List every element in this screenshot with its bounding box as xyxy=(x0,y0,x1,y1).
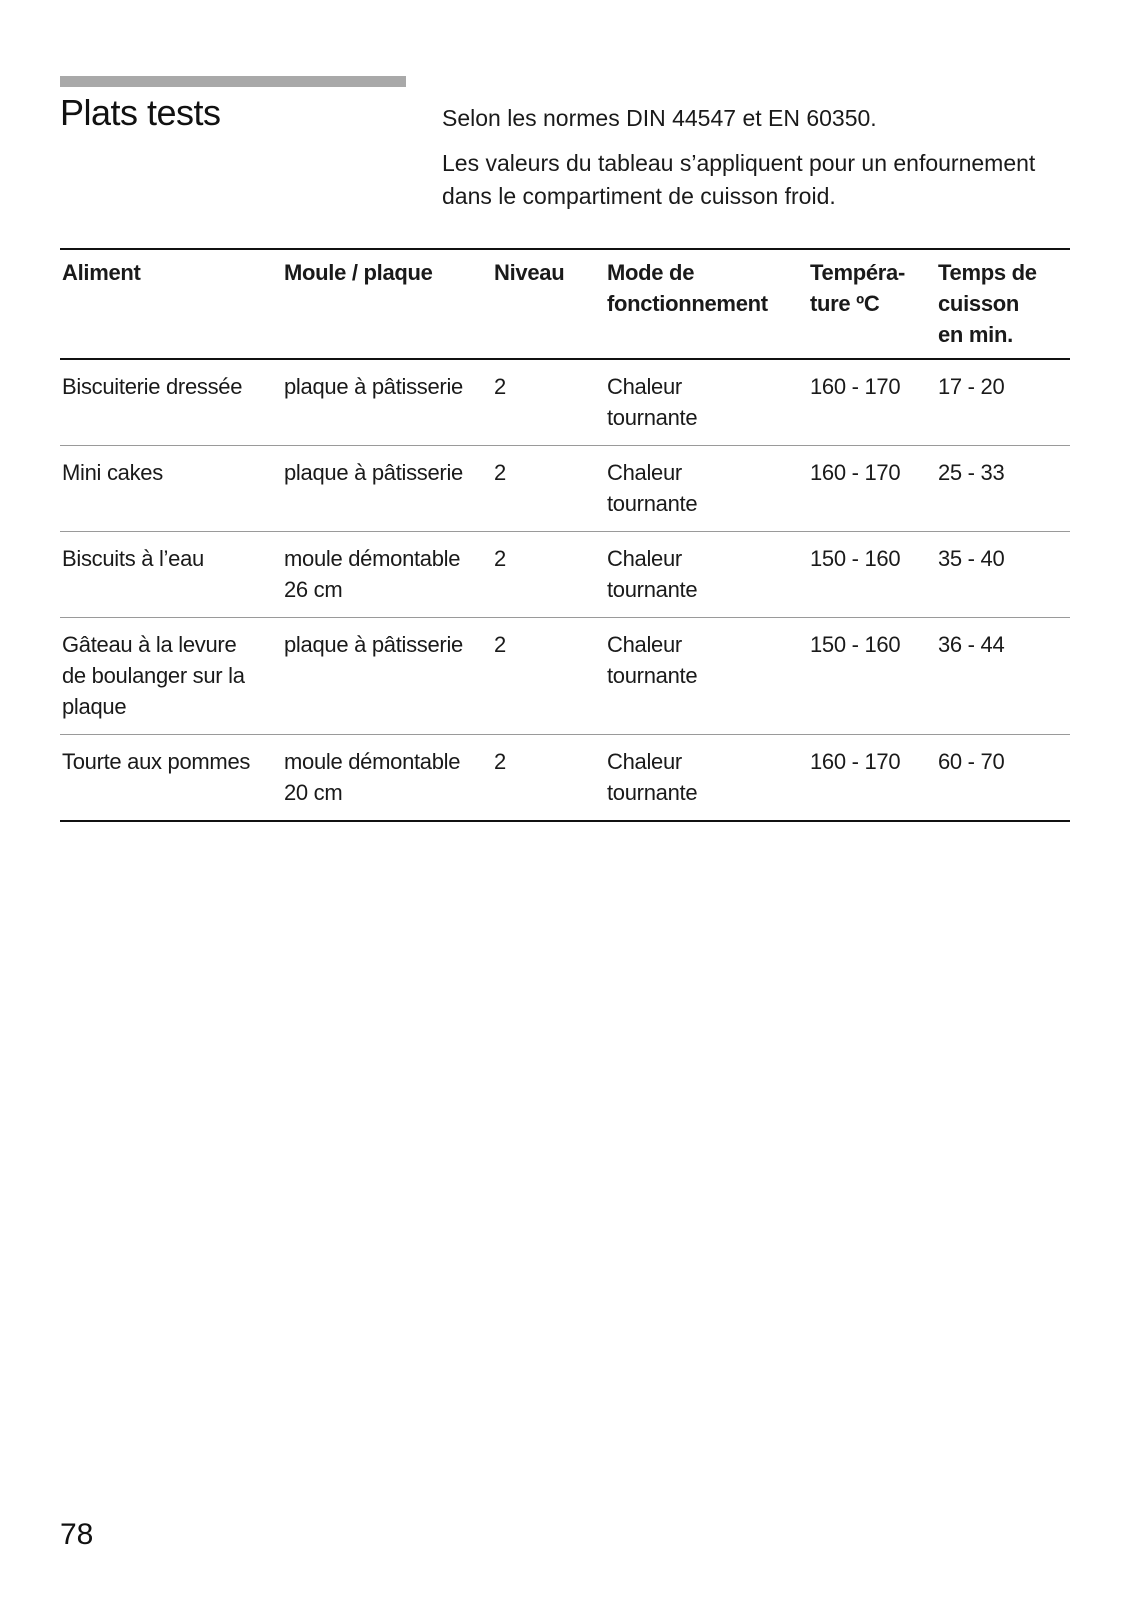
cell-mode xyxy=(605,446,808,532)
cell-line: plaque à pâtisserie xyxy=(284,632,463,657)
cell-niveau: 2 xyxy=(494,546,506,571)
header-line: Mode de xyxy=(607,260,695,285)
table-header xyxy=(60,249,1070,359)
cell-line: moule démontable xyxy=(284,749,461,774)
table-row xyxy=(60,446,1070,532)
header-line: Moule / plaque xyxy=(284,260,433,285)
cell-temps: 36 - 44 xyxy=(938,632,1005,657)
table-row xyxy=(60,618,1070,735)
cell-line: plaque à pâtisserie xyxy=(284,374,463,399)
page-number: 78 xyxy=(60,1518,94,1551)
cell-line: tournante xyxy=(607,780,698,805)
table-row xyxy=(60,359,1070,446)
intro-paragraph: Selon les normes DIN 44547 et EN 60350. xyxy=(442,105,877,131)
cell-aliment xyxy=(60,618,282,735)
cell-temps: 60 - 70 xyxy=(938,749,1005,774)
cell-line: tournante xyxy=(607,577,698,602)
cell-line: tournante xyxy=(607,405,698,430)
cell-aliment xyxy=(60,735,282,822)
cell-niveau: 2 xyxy=(494,632,506,657)
header-line: cuisson xyxy=(938,291,1020,316)
test-dishes-table xyxy=(60,248,1070,822)
cell-mode xyxy=(605,735,808,822)
cell-moule-plaque xyxy=(282,532,492,618)
header-line: Aliment xyxy=(62,260,141,285)
cell-temperature: 150 - 160 xyxy=(810,632,901,657)
header-moule-plaque xyxy=(282,249,492,359)
cell-line: de boulanger sur la xyxy=(62,663,245,688)
cell-mode xyxy=(605,359,808,446)
header-line: Niveau xyxy=(494,260,565,285)
intro-paragraph: Les valeurs du tableau s’appliquent pour un enfournement dans le compartiment de cuisson froid. xyxy=(442,150,1036,209)
header-aliment xyxy=(60,249,282,359)
table-row xyxy=(60,532,1070,618)
header-line: fonctionnement xyxy=(607,291,768,316)
cell-line: Tourte aux pommes xyxy=(62,749,251,774)
header-line: Temps de xyxy=(938,260,1037,285)
header-line: en min. xyxy=(938,322,1013,347)
cell-line: Biscuits à l’eau xyxy=(62,546,204,571)
cell-temps: 17 - 20 xyxy=(938,374,1005,399)
cell-line: Biscuiterie dressée xyxy=(62,374,243,399)
header-mode xyxy=(605,249,808,359)
cell-mode xyxy=(605,532,808,618)
cell-line: Gâteau à la levure xyxy=(62,632,237,657)
cell-line: tournante xyxy=(607,663,698,688)
cell-niveau: 2 xyxy=(494,460,506,485)
table-header-row xyxy=(60,249,1070,359)
cell-line: Mini cakes xyxy=(62,460,163,485)
cell-temperature: 150 - 160 xyxy=(810,546,901,571)
table-body xyxy=(60,359,1070,821)
cell-temps: 35 - 40 xyxy=(938,546,1005,571)
section-header-bar xyxy=(60,76,406,87)
test-dishes-table-container xyxy=(60,248,1070,822)
cell-line: Chaleur xyxy=(607,749,682,774)
header-niveau xyxy=(492,249,605,359)
cell-aliment xyxy=(60,446,282,532)
intro-text xyxy=(442,102,1082,225)
cell-line: Chaleur xyxy=(607,632,682,657)
header-temps xyxy=(936,249,1070,359)
cell-line: Chaleur xyxy=(607,546,682,571)
cell-moule-plaque xyxy=(282,618,492,735)
cell-temps: 25 - 33 xyxy=(938,460,1005,485)
cell-moule-plaque xyxy=(282,446,492,532)
cell-mode xyxy=(605,618,808,735)
cell-moule-plaque xyxy=(282,359,492,446)
header-line: ture ºC xyxy=(810,291,880,316)
cell-line: moule démontable xyxy=(284,546,461,571)
cell-aliment xyxy=(60,532,282,618)
cell-line: 20 cm xyxy=(284,780,343,805)
table-row xyxy=(60,735,1070,822)
cell-temperature: 160 - 170 xyxy=(810,460,901,485)
section-title: Plats tests xyxy=(60,92,221,133)
cell-temperature: 160 - 170 xyxy=(810,374,901,399)
cell-line: Chaleur xyxy=(607,374,682,399)
cell-line: 26 cm xyxy=(284,577,343,602)
cell-niveau: 2 xyxy=(494,749,506,774)
cell-temperature: 160 - 170 xyxy=(810,749,901,774)
cell-moule-plaque xyxy=(282,735,492,822)
header-line: Tempéra- xyxy=(810,260,905,285)
header-temperature xyxy=(808,249,936,359)
cell-line: tournante xyxy=(607,491,698,516)
cell-line: plaque xyxy=(62,694,127,719)
cell-aliment xyxy=(60,359,282,446)
cell-line: Chaleur xyxy=(607,460,682,485)
cell-niveau: 2 xyxy=(494,374,506,399)
cell-line: plaque à pâtisserie xyxy=(284,460,463,485)
